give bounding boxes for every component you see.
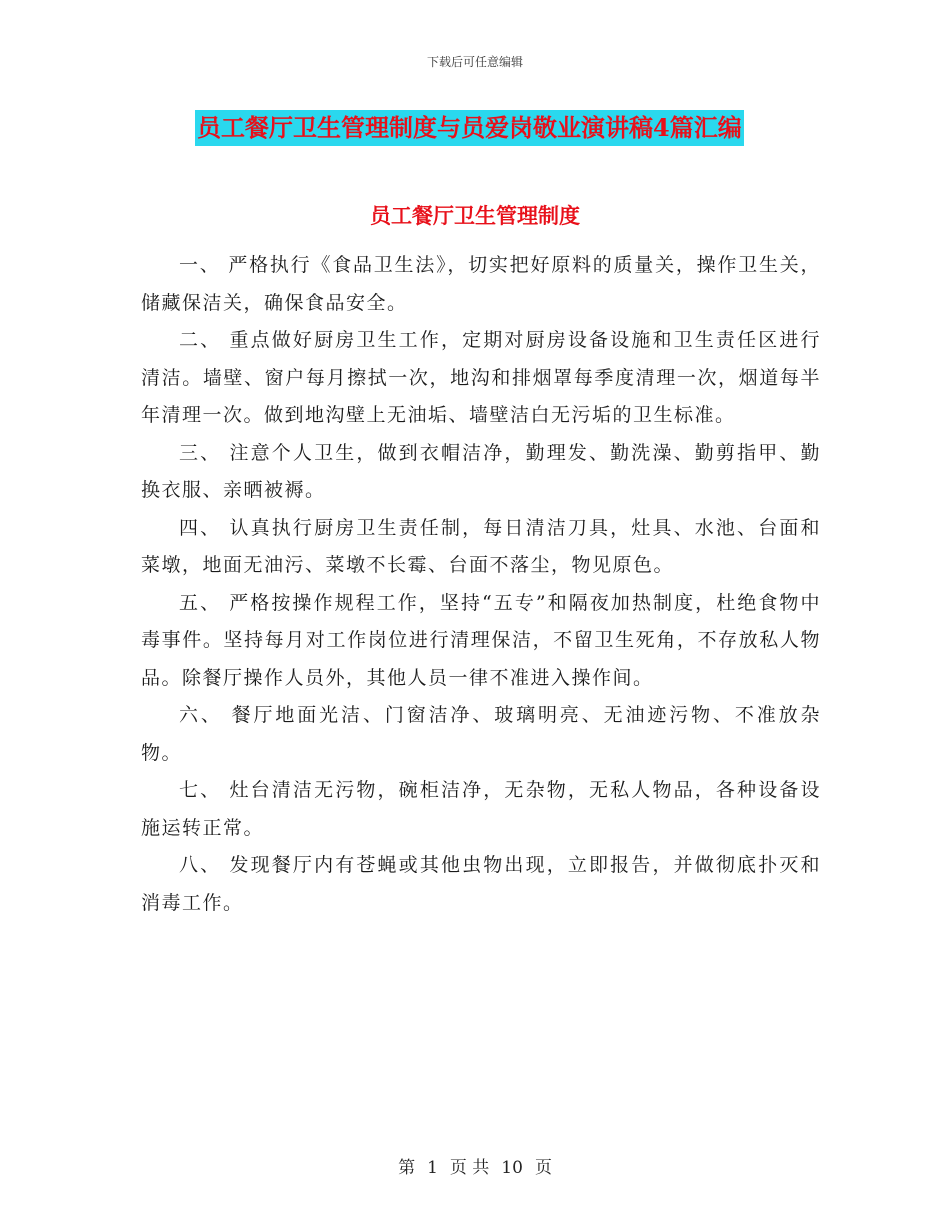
footer-prefix: 第 bbox=[398, 1158, 416, 1178]
paragraph-4: 四、 认真执行厨房卫生责任制，每日清洁刀具，灶具、水池、台面和菜墩，地面无油污、菜墩不长霉、台面不落尘，物见原色。 bbox=[141, 516, 821, 576]
paragraph-5: 五、 严格按操作规程工作，坚持“五专”和隔夜加热制度，杜绝食物中毒事件。坚持每月对工作岗位进行清理保洁，不留卫生死角，不存放私人物品。除餐厅操作人员外，其他人员一律不准进入操作间。 bbox=[141, 591, 821, 689]
paragraph-3: 三、 注意个人卫生，做到衣帽洁净，勤理发、勤洗澡、勤剪指甲、勤换衣服、亲晒被褥。 bbox=[141, 441, 821, 501]
footer-total-pages: 10 bbox=[501, 1158, 523, 1178]
paragraph-6: 六、 餐厅地面光洁、门窗洁净、玻璃明亮、无油迹污物、不准放杂物。 bbox=[141, 704, 821, 764]
body-text bbox=[141, 247, 821, 922]
footer-suffix: 页 bbox=[534, 1158, 552, 1178]
document-title: 员工餐厅卫生管理制度与员爱岗敬业演讲稿4篇汇编 bbox=[195, 110, 744, 146]
paragraph-2: 二、 重点做好厨房卫生工作，定期对厨房设备设施和卫生责任区进行清洁。墙壁、窗户每月擦拭一次，地沟和排烟罩每季度清理一次，烟道每半年清理一次。做到地沟壁上无油垢、墙壁洁白无污垢的卫生标准。 bbox=[141, 329, 821, 426]
paragraph-8: 八、 发现餐厅内有苍蝇或其他虫物出现，立即报告，并做彻底扑灭和消毒工作。 bbox=[141, 854, 821, 914]
footer-mid: 页 共 bbox=[449, 1158, 490, 1178]
header-note: 下载后可任意编辑 bbox=[426, 55, 523, 69]
section-title: 员工餐厅卫生管理制度 bbox=[370, 203, 580, 228]
paragraph-7: 七、 灶台清洁无污物，碗柜洁净，无杂物，无私人物品，各种设备设施运转正常。 bbox=[141, 779, 821, 839]
footer-page-number: 1 bbox=[427, 1158, 438, 1178]
paragraph-1: 一、 严格执行《食品卫生法》，切实把好原料的质量关，操作卫生关，储藏保洁关，确保食品安全。 bbox=[141, 254, 821, 314]
page-footer bbox=[0, 1153, 950, 1178]
